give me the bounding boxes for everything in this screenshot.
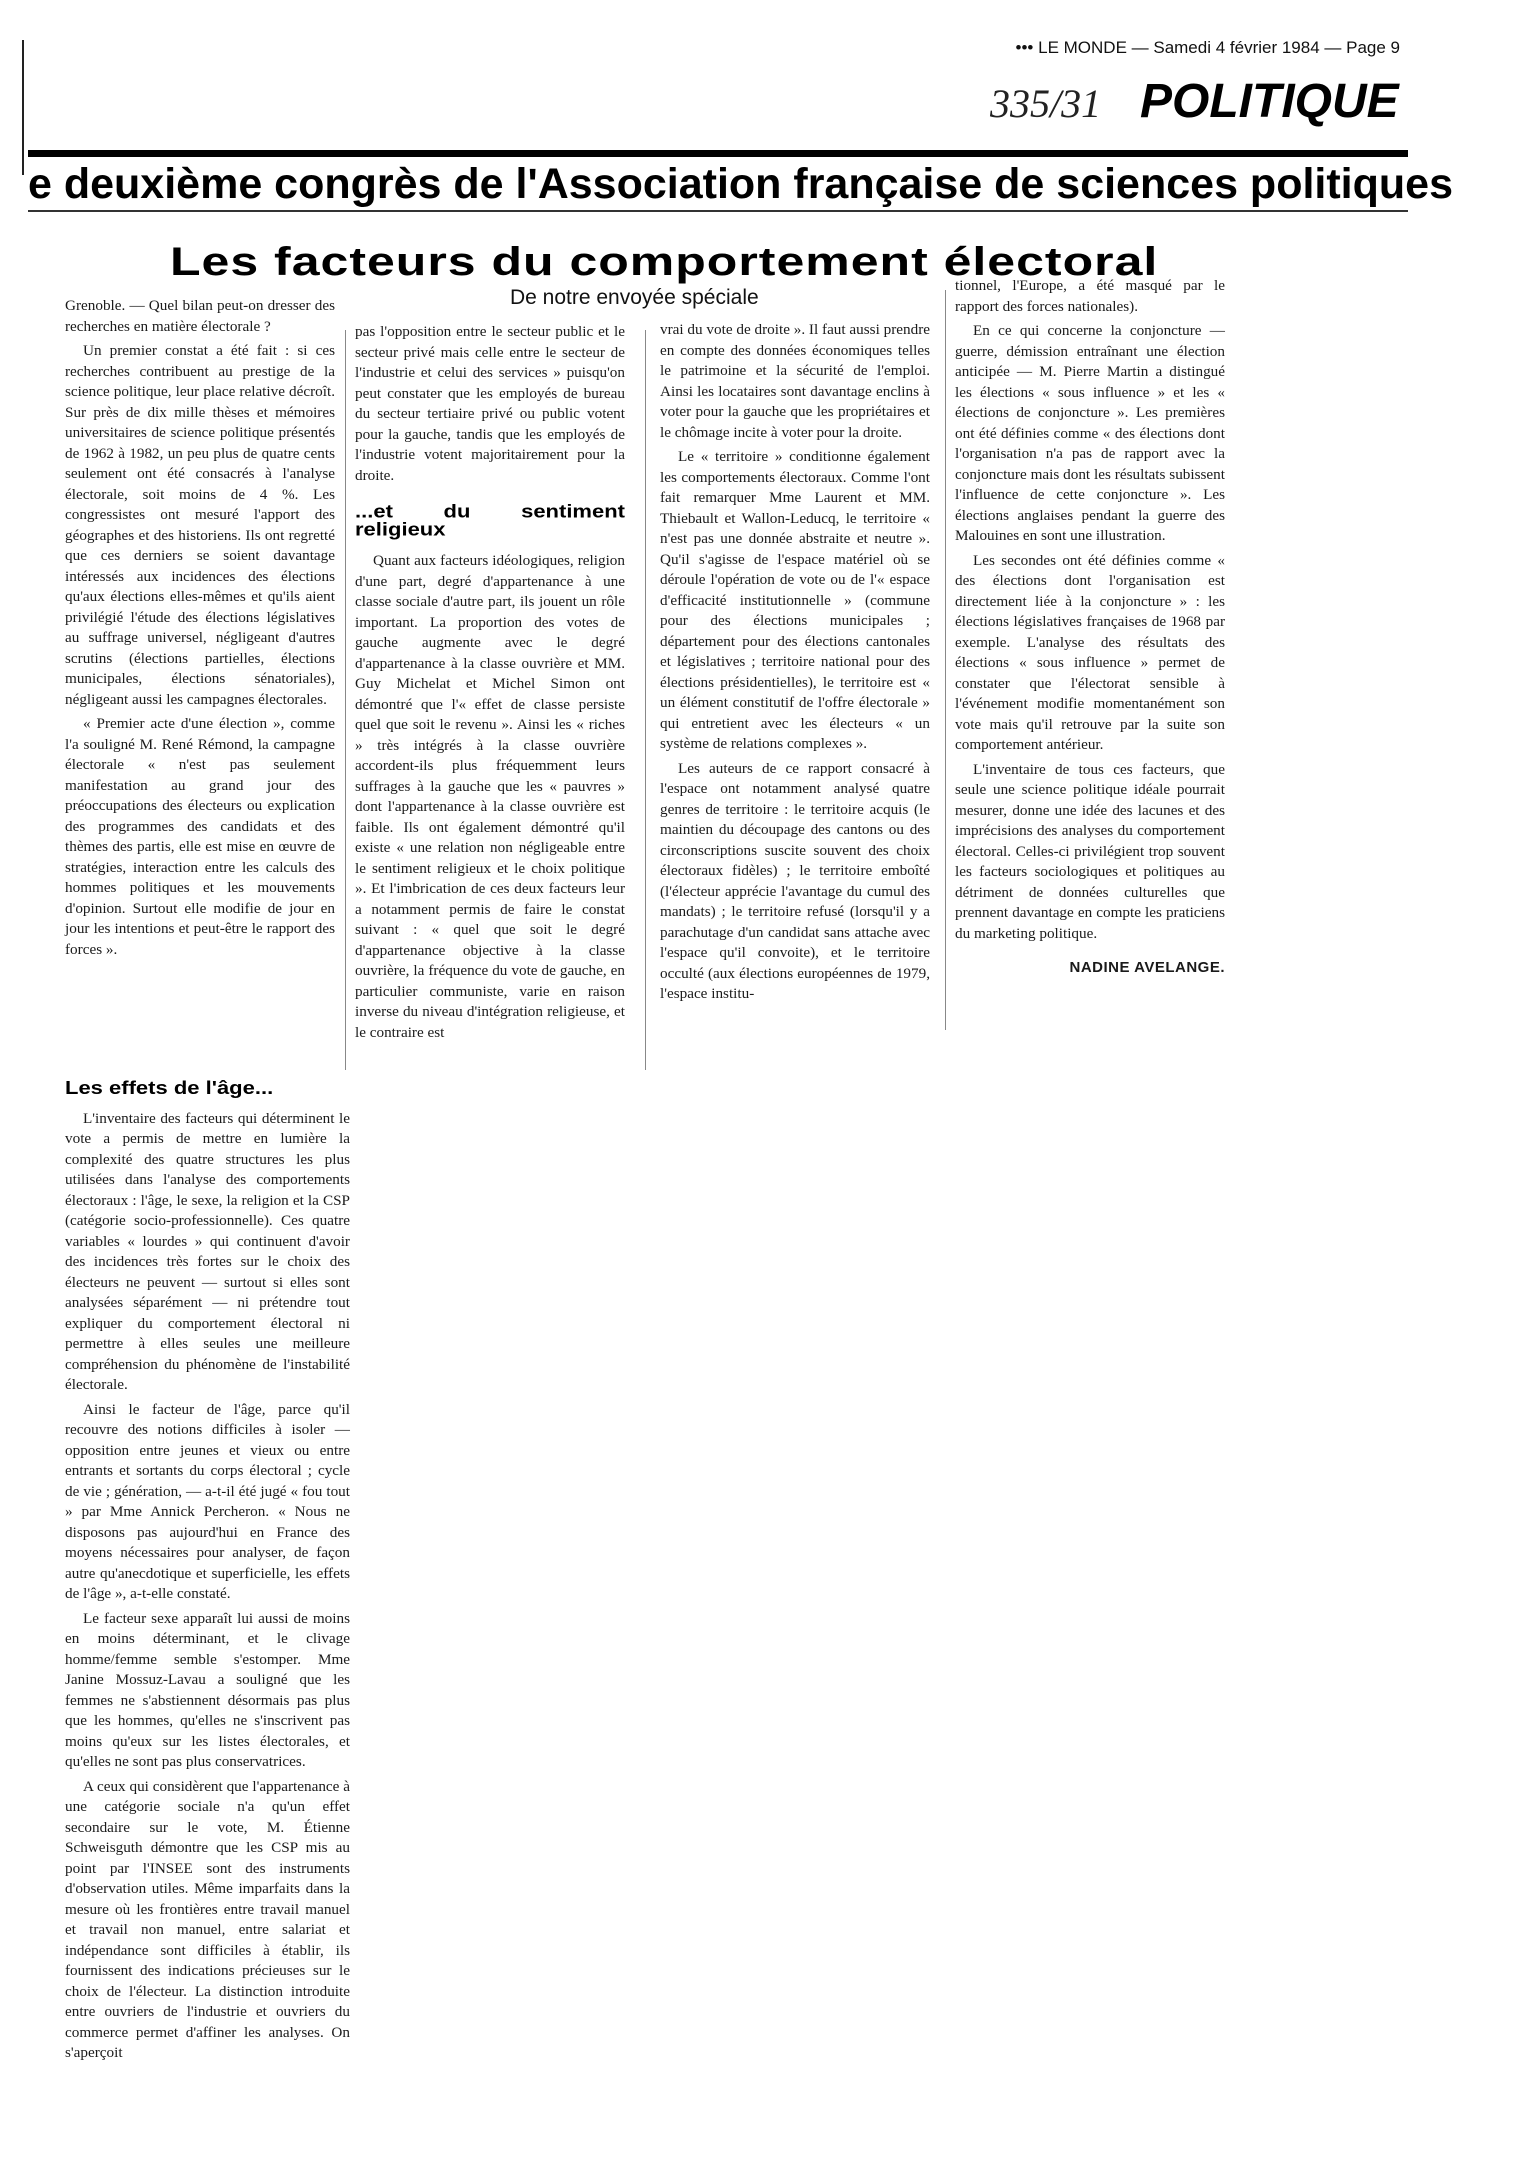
section-title: POLITIQUE <box>1140 75 1399 128</box>
paragraph: Les secondes ont été définies comme « des élections dont l'organisation est directement liée à la conjoncture » : les élections législatives françaises de 1968 par exemple. L'analyse des résultats des élections « sous influence » permet de constater que l'électorat sensible à l'événement modifie momentanément son vote mais qu'il retrouve par la suite son comportement antérieur. <box>955 551 1225 753</box>
column-separator <box>945 290 946 1030</box>
subheading-age: Les effets de l'âge... <box>65 1076 274 1099</box>
paragraph: En ce qui concerne la conjoncture — guerre, démission entraînant une élection anticipée — M. Pierre Martin a distingué les élections « sous influence » et les « élections de conjoncture ». Les premières ont été définies comme « des élections dont l'organisation n'a pas de rapport avec la conjoncture mais dont les résultats subissent l'influence de cette conjoncture ». Les élections anglaises pendant la guerre des Malouines en sont une illustration. <box>955 322 1225 544</box>
subheading-religion: ...et du sentiment religieux <box>355 500 625 540</box>
scan-edge <box>22 40 24 175</box>
column-separator <box>645 330 646 1070</box>
paragraph: Quant aux facteurs idéologiques, religion d'une part, degré d'appartenance à une classe sociale d'autre part, ils jouent un rôle important. La proportion des votes de gauche augmente avec le degré d'appartenance à la classe ouvrière et MM. Guy Michelat et Michel Simon ont démontré que l'« effet de classe persiste quel que soit le revenu ». Ainsi les « riches » très intégrés à la classe ouvrière accordent-ils plus fréquemment leurs suffrages à la gauche que les « pauvres » dont l'appartenance à la classe ouvrière est faible. Ils ont également démontré qu'il existe « une relation non négligeable entre le sentiment religieux et le choix politique ». Et l'imbrication de ces deux facteurs leur a notamment permis de faire le constat suivant : « quel que soit le degré d'appartenance objective à la classe ouvrière, la fréquence du vote de gauche, en particulier communiste, varie en raison inverse du niveau d'intégration religieuse, et le contraire est <box>355 552 625 1041</box>
paragraph: « Premier acte d'une élection », comme l'a souligné M. René Rémond, la campagne électorale « n'est pas seulement manifestation au grand jour des préoccupations des électeurs ou explication des programmes des candidats et des thèmes des partis, elle est mise en œuvre de stratégies, interaction entre les calculs des hommes politiques et les mouvements d'opinion. Surtout elle modifie de jour en jour les intentions et peut-être le rapport des forces ». <box>65 715 335 958</box>
paragraph: Ainsi le facteur de l'âge, parce qu'il recouvre des notions difficiles à isoler — opposition entre jeunes et vieux ou entre entrants et sortants du corps électoral ; cycle de vie ; génération, — a-t-il été jugé « fou tout » par Mme Annick Percheron. « Nous ne disposons pas aujourd'hui en France des moyens nécessaires pour analyser, de façon autre qu'anecdotique et superficielle, les effets de l'âge », a-t-elle constaté. <box>65 1400 350 1602</box>
handwritten-classification: 335/31 <box>990 81 1102 126</box>
paragraph: Le facteur sexe apparaît lui aussi de moins en moins déterminant, et le clivage homme/femme semble s'estomper. Mme Janine Mossuz-Lavau a souligné que les femmes ne s'abstiennent désormais pas plus que les hommes, qu'elles ne s'inscrivent pas moins qu'eux sur les listes électorales, et qu'elles ne sont pas plus conservatrices. <box>65 1609 350 1770</box>
column-2 <box>355 322 625 1047</box>
paragraph: L'inventaire des facteurs qui déterminent le vote a permis de mettre en lumière la complexité des quatre structures les plus utilisées dans l'analyse des comportements électoraux : l'âge, le sexe, la religion et la CSP (catégorie socio-professionnelle). Ces quatre variables « lourdes » qui continuent d'avoir des incidences très fortes sur le choix des électeurs ne peuvent — surtout si elles sont analysées séparément — ni prétendre tout expliquer du comportement électoral ni permettre à elles seules une meilleure compréhension du phénomène de l'instabilité électorale. <box>65 1109 350 1393</box>
masthead: ••• LE MONDE — Samedi 4 février 1984 — Page 9 <box>1015 38 1400 57</box>
byline: De notre envoyée spéciale <box>510 286 759 309</box>
column-3 <box>660 320 930 1009</box>
column-separator <box>345 330 346 1070</box>
paragraph: L'inventaire de tous ces facteurs, que seule une science politique idéale pourrait mesurer, donne une idée des lacunes et des imprécisions des analyses du comportement électoral. Celles-ci privilégient trop souvent les facteurs sociologiques et politiques au détriment de données culturelles que prennent davantage en compte les praticiens du marketing politique. <box>955 760 1225 942</box>
banner-rule <box>28 210 1408 212</box>
article-headline: Les facteurs du comportement électoral <box>170 238 1159 284</box>
paragraph: vrai du vote de droite ». Il faut aussi prendre en compte des données économiques telles le patrimoine et la sécurité de l'emploi. Ainsi les locataires sont davantage enclins à voter pour la gauche que les propriétaires et le chômage incite à voter pour la droite. <box>660 321 930 441</box>
paragraph: tionnel, l'Europe, a été masqué par le rapport des forces nationales). <box>955 277 1225 315</box>
paragraph: Le « territoire » conditionne également les comportements électoraux. Comme l'ont fait remarquer Mme Laurent et MM. Thiebault et Wallon-Leducq, le territoire « n'est pas une donnée abstraite et neutre ». Qu'il s'agisse de l'espace matériel où se déroule l'opération de vote ou de l'« espace d'efficacité institutionnelle » (commune pour des élections municipales ; département pour des élections cantonales et législatives ; territoire national pour des élections présidentielles), le territoire est « un élément constitutif de l'offre électorale » qui entretient avec les électeurs « un système de relations complexes ». <box>660 448 930 752</box>
banner-title: e deuxième congrès de l'Association française de sciences politiques <box>28 160 1453 208</box>
column-4 <box>955 276 1225 979</box>
header-rule <box>28 150 1408 157</box>
paragraph: Les auteurs de ce rapport consacré à l'espace ont notamment analysé quatre genres de territoire : le territoire acquis (le maintien du découpage des cantons ou des circonscriptions suscite souvent des choix électoraux fidèles) ; le territoire emboîté (l'électeur apprécie l'avantage du cumul des mandats) ; le territoire refusé (lorsqu'il y a parachutage d'un candidat sans attache avec l'espace qu'il convoite), et le territoire occulté (aux élections européennes de 1979, l'espace institu- <box>660 759 930 1002</box>
paragraph: Grenoble. — Quel bilan peut-on dresser des recherches en matière électorale ? <box>65 297 335 335</box>
paragraph: Un premier constat a été fait : si ces recherches contribuent au prestige de la science politique, leur place relative décroît. Sur près de dix mille thèses et mémoires universitaires de science politique présentés de 1962 à 1982, un peu plus de quatre cents seulement ont été consacrés à l'analyse électorale, soit moins de 4 %. Les congressistes ont mesuré l'apport des géographes et des historiens. Ils ont regretté que ces derniers se soient davantage intéressés aux incidences des élections qu'aux élections elles-mêmes et qu'ils aient privilégié l'étude des élections législatives au suffrage universel, négligeant d'autres scrutins (élections partielles, élections municipales, élections sénatoriales), négligeant aussi les campagnes électorales. <box>65 342 335 708</box>
column-1 <box>65 296 335 964</box>
author-signature: NADINE AVELANGE. <box>1069 959 1225 976</box>
column-5 <box>65 1078 350 2068</box>
paragraph: A ceux qui considèrent que l'appartenance à une catégorie sociale n'a qu'un effet secondaire sur le vote, M. Étienne Schweisguth démontre que les CSP mis au point par l'INSEE sont des instruments d'observation utiles. Même imparfaits dans la mesure où les frontières entre travail manuel et travail non manuel, entre salariat et indépendance sont difficiles à établir, ils fournissent des indications précieuses sur le choix de l'électeur. La distinction introduite entre ouvriers de l'industrie et ouvriers du commerce permet d'affiner les analyses. On s'aperçoit <box>65 1777 350 2061</box>
paragraph: pas l'opposition entre le secteur public et le secteur privé mais celle entre le secteur de l'industrie et celui des services » puisqu'on peut constater que les employés de bureau du secteur tertiaire privé ou public votent pour la gauche, tandis que les employés de l'industrie votent majoritairement pour la droite. <box>355 323 625 484</box>
